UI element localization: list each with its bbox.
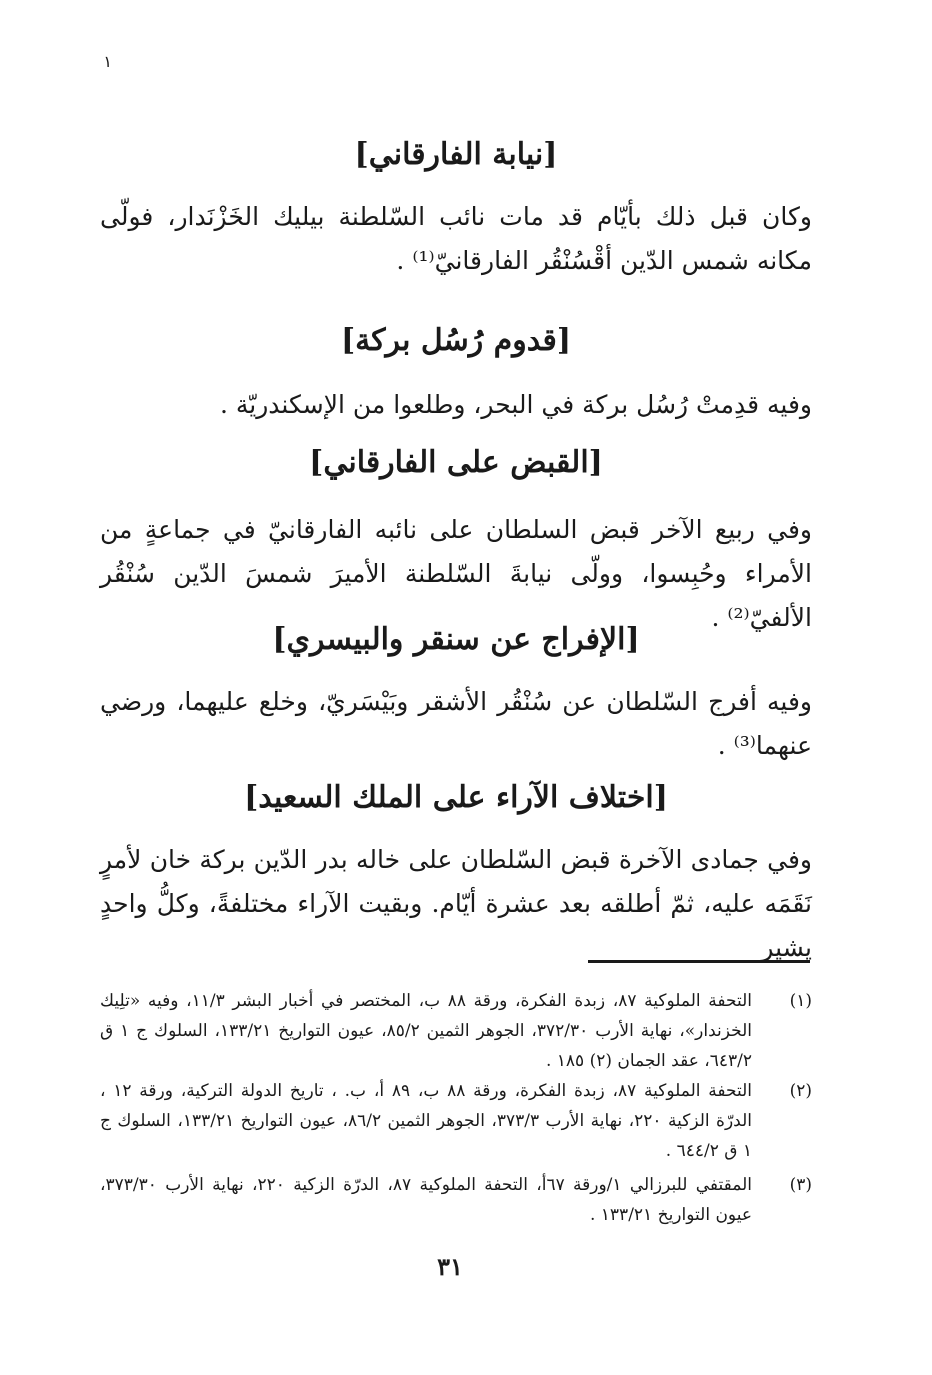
section-heading: [اختلاف الآراء على الملك السعيد]: [244, 780, 668, 815]
footnote-number: (٢): [789, 1081, 812, 1101]
section-heading: [القبض على الفارقاني]: [309, 445, 603, 480]
section-heading: [نيابة الفارقاني]: [354, 137, 558, 172]
footnote-text: التحفة الملوكية ٨٧، زبدة الفكرة، ورقة ٨٨ ب، ٨٩ أ، ب. ، تاريخ الدولة التركية، ورقة ١٢ ، الدرّة الزكية ٢٢٠، نهاية الأرب ٣٧٣/٣، الجوهر الثمين ٨٦/٢، عيون التواريخ ١٣٣/٢١، السلوك ج ١ ق ٦٤٤/٢ .: [100, 1081, 753, 1161]
section-heading: [الإفراج عن سنقر والبيسري]: [272, 622, 640, 657]
footnote-number: (١): [789, 991, 812, 1011]
page-number: ٣١: [437, 1252, 463, 1281]
section-paragraph: وكان قبل ذلك بأيّام قد مات نائب السّلطنة بيليك الخَزْنَدار، فولّى مكانه شمس الدّين أقْسُنْقُر الفارقانيّ⁽¹⁾ .: [100, 202, 812, 275]
corner-mark: ١: [103, 52, 112, 71]
section-paragraph: وفي جمادى الآخرة قبض السّلطان على خاله بدر الدّين بركة خان لأمرٍ نَقَمَه عليه، ثمّ أطلقه بعد عشرة أيّام. وبقيت الآراء مختلفةً، وكلُّ واحدٍ يشير: [100, 845, 812, 962]
footnote-number: (٣): [789, 1175, 812, 1195]
footnote-separator: [588, 960, 810, 963]
section-paragraph: وفيه قدِمتْ رُسُل بركة في البحر، وطلعوا من الإسكندريّة .: [219, 390, 812, 419]
section-heading: [قدوم رُسُل بركة]: [340, 323, 572, 358]
footnote: [100, 1170, 812, 1230]
footnote: [100, 986, 812, 1076]
section-paragraph: وفيه أفرج السّلطان عن سُنْقُر الأشقر وبَيْسَريّ، وخلع عليهما، ورضي عنهما⁽³⁾ .: [100, 687, 812, 760]
footnote-text: المقتفي للبرزالي ١/ورقة ٦٧أ، التحفة الملوكية ٨٧، الدرّة الزكية ٢٢٠، نهاية الأرب ٣٧٣/٣٠، عيون التواريخ ١٣٣/٢١ .: [100, 1175, 752, 1225]
footnote-text: التحفة الملوكية ٨٧، زبدة الفكرة، ورقة ٨٨ ب، المختصر في أخبار البشر ١١/٣، وفيه «تلِيك الخزندار»، نهاية الأرب ٣٧٢/٣٠، الجوهر الثمين ٨٥/٢، عيون التواريخ ١٣٣/٢١، السلوك ج ١ ق ٦٤٣/٢، عقد الجمان (٢) ١٨٥ .: [100, 991, 753, 1071]
footnote: [100, 1076, 812, 1166]
section-paragraph: وفي ربيع الآخر قبض السلطان على نائبه الفارقانيّ في جماعةٍ من الأمراء وحُبِسوا، وولّى نيابةَ السّلطنة الأميرَ شمسَ الدّين سُنْقُر الألفيّ⁽²⁾ .: [100, 515, 812, 632]
